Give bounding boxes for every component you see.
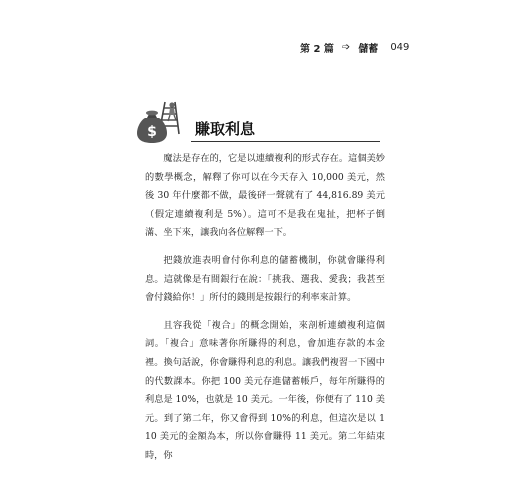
arrow-icon: ➩ bbox=[341, 42, 351, 53]
running-header bbox=[300, 40, 409, 55]
paragraph: 魔法是存在的，它是以連續複利的形式存在。這個美妙的數學概念，解釋了你可以在今天存入 10,000 美元，然後 30 年什麼都不做，最後砰一聲就有了 44,816.89 美元（假定連續複利是 5%）。這可不是我在鬼扯，把杯子倒滿、坐下來，讓我向各位解釋一下。 bbox=[145, 153, 385, 239]
paragraph: 且容我從「複合」的概念開始，來剖析連續複利這個詞。「複合」意味著你所賺得的利息，會加進存款的本金裡。換句話說，你會賺得利息的利息。讓我們複習一下國中的代數課本。你把 100 美元存進儲蓄帳戶，每年所賺得的利息是 10%，也就是 10 美元。一年後，你便有了 110 美元。到了第二年，你又會得到 10%的利息，但這次是以 110 美元的金額為本，所以你會賺得 11 美元。第二年結束時，你 bbox=[145, 319, 385, 461]
money-bag-with-ladder-icon bbox=[135, 100, 187, 144]
body-text bbox=[145, 150, 385, 475]
page-number: 049 bbox=[390, 42, 410, 53]
chapter-label: 第 2 篇 bbox=[300, 44, 334, 55]
section-label: 儲蓄 bbox=[358, 44, 379, 55]
title-underline bbox=[191, 141, 380, 142]
section-heading bbox=[135, 100, 380, 144]
section-title: 賺取利息 bbox=[195, 120, 256, 138]
svg-text:$: $ bbox=[147, 124, 157, 140]
paragraph: 把錢放進表明會付你利息的儲蓄機制，你就會賺得利息。這就像是有間銀行在說：「挑我、選我、愛我；我甚至會付錢給你！」所付的錢則是按銀行的利率來計算。 bbox=[145, 254, 385, 304]
